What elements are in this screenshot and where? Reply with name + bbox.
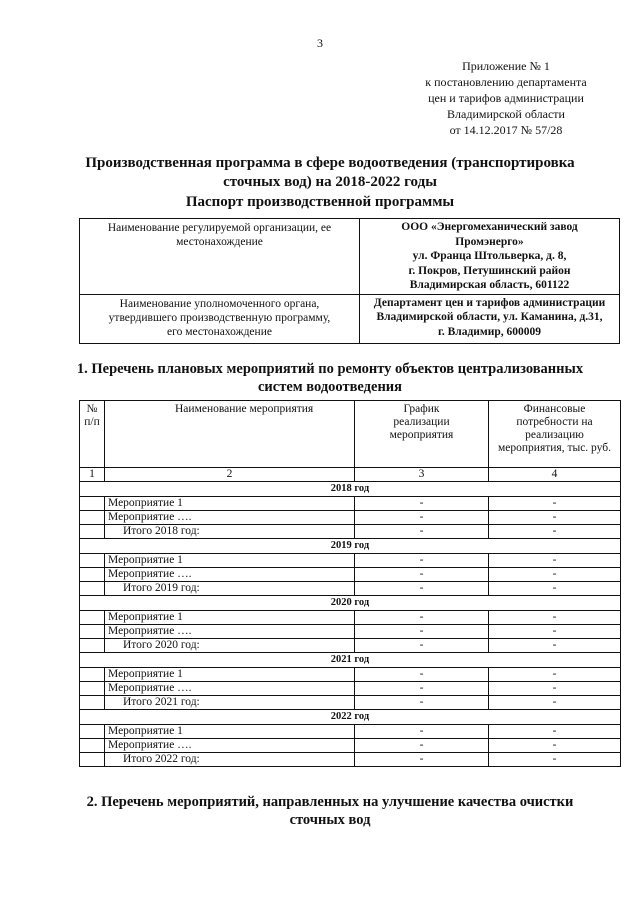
year-label: 2022 год xyxy=(80,710,621,725)
passport-value xyxy=(360,294,620,343)
column-number-row xyxy=(80,468,621,482)
finance-cell: - xyxy=(489,753,621,767)
header-line: реализации xyxy=(393,416,450,428)
heading-line: систем водоотведения xyxy=(257,379,403,395)
year-row xyxy=(80,596,621,611)
title-line: Производственная программа в сфере водоотведения (транспортировка xyxy=(85,155,575,171)
passport-value-line: ул. Франца Штольверка, д. 8, xyxy=(412,250,567,262)
schedule-cell: - xyxy=(355,739,489,753)
passport-label xyxy=(80,219,360,295)
heading-line: 2. Перечень мероприятий, направленных на улучшение качества очистки xyxy=(86,794,574,810)
title-line: сточных вод) на 2018-2022 годы xyxy=(223,174,437,190)
finance-cell: - xyxy=(489,625,621,639)
appendix-line: Приложение № 1 xyxy=(462,59,550,73)
row-num-cell xyxy=(80,611,105,625)
passport-label-line: Наименование уполномоченного органа, xyxy=(119,297,320,310)
header-line: мероприятия xyxy=(389,429,454,441)
schedule-cell: - xyxy=(355,525,489,539)
year-row xyxy=(80,653,621,668)
row-num-cell xyxy=(80,568,105,582)
plan-table xyxy=(79,400,621,767)
activity-name-cell: Мероприятие …. xyxy=(105,625,355,639)
appendix-line: цен и тарифов администрации xyxy=(428,91,584,105)
table-row xyxy=(80,696,621,710)
passport-value-line: Владимирской области, ул. Каманина, д.31, xyxy=(376,311,603,323)
table-row xyxy=(80,639,621,653)
row-num-cell xyxy=(80,625,105,639)
passport-label-line: утвердившего производственную программу, xyxy=(108,311,331,324)
schedule-cell: - xyxy=(355,554,489,568)
appendix-line: от 14.12.2017 № 57/28 xyxy=(449,123,563,137)
activity-name-cell: Мероприятие …. xyxy=(105,682,355,696)
header-schedule xyxy=(355,401,489,468)
table-row xyxy=(80,525,621,539)
row-num-cell xyxy=(80,682,105,696)
passport-value-line: Департамент цен и тарифов администрации xyxy=(373,296,606,309)
document-title xyxy=(70,154,590,192)
header-line: потребности на xyxy=(516,416,593,428)
table-row xyxy=(80,682,621,696)
passport-label-line: его местонахождение xyxy=(167,325,272,338)
row-num-cell xyxy=(80,753,105,767)
total-name-cell: Итого 2022 год: xyxy=(105,753,355,767)
row-num-cell xyxy=(80,554,105,568)
row-num-cell xyxy=(80,639,105,653)
passport-label xyxy=(80,294,360,343)
total-name-cell: Итого 2019 год: xyxy=(105,582,355,596)
row-num-cell xyxy=(80,497,105,511)
schedule-cell: - xyxy=(355,682,489,696)
passport-table xyxy=(79,218,620,344)
appendix-line: к постановлению департамента xyxy=(425,75,587,89)
year-row xyxy=(80,482,621,497)
activity-name-cell: Мероприятие …. xyxy=(105,739,355,753)
finance-cell: - xyxy=(489,511,621,525)
finance-cell: - xyxy=(489,739,621,753)
section1-heading xyxy=(70,360,590,396)
total-name-cell: Итого 2020 год: xyxy=(105,639,355,653)
heading-line: сточных вод xyxy=(289,812,371,828)
table-row xyxy=(80,725,621,739)
passport-label-line: местонахождение xyxy=(176,236,263,248)
passport-value-line: Владимирская область, 601122 xyxy=(409,279,570,291)
schedule-cell: - xyxy=(355,497,489,511)
schedule-cell: - xyxy=(355,639,489,653)
row-num-cell xyxy=(80,668,105,682)
schedule-cell: - xyxy=(355,725,489,739)
row-num-cell xyxy=(80,696,105,710)
finance-cell: - xyxy=(489,696,621,710)
year-row xyxy=(80,710,621,725)
activity-name-cell: Мероприятие 1 xyxy=(105,554,355,568)
activity-name-cell: Мероприятие 1 xyxy=(105,611,355,625)
passport-heading: Паспорт производственной программы xyxy=(185,194,455,210)
passport-value xyxy=(360,219,620,295)
page-number: 3 xyxy=(317,36,323,50)
table-row xyxy=(80,511,621,525)
appendix-line: Владимирской области xyxy=(447,107,565,121)
table-header-row xyxy=(80,401,621,468)
passport-label-line: Наименование регулируемой организации, ее xyxy=(107,222,332,234)
row-num-cell xyxy=(80,582,105,596)
total-name-cell: Итого 2018 год: xyxy=(105,525,355,539)
heading-line: 1. Перечень плановых мероприятий по ремонту объектов централизованных xyxy=(76,361,584,377)
passport-value-line: ООО «Энергомеханический завод xyxy=(401,221,578,233)
activity-name-cell: Мероприятие 1 xyxy=(105,497,355,511)
row-num-cell xyxy=(80,511,105,525)
schedule-cell: - xyxy=(355,611,489,625)
header-line: № xyxy=(86,403,98,415)
row-num-cell xyxy=(80,725,105,739)
schedule-cell: - xyxy=(355,668,489,682)
table-row xyxy=(80,554,621,568)
schedule-cell: - xyxy=(355,511,489,525)
table-row xyxy=(80,668,621,682)
appendix-block xyxy=(384,58,628,138)
header-line: п/п xyxy=(84,416,100,428)
header-line: реализацию xyxy=(525,429,584,441)
table-row xyxy=(80,611,621,625)
passport-value-line: г. Покров, Петушинский район xyxy=(408,264,571,277)
row-num-cell xyxy=(80,525,105,539)
column-number: 2 xyxy=(105,468,355,482)
finance-cell: - xyxy=(489,668,621,682)
year-label: 2018 год xyxy=(80,482,621,497)
table-row xyxy=(80,582,621,596)
activity-name-cell: Мероприятие …. xyxy=(105,511,355,525)
activity-name-cell: Мероприятие 1 xyxy=(105,668,355,682)
passport-value-line: Промэнерго» xyxy=(455,235,524,248)
year-label: 2021 год xyxy=(80,653,621,668)
column-number: 4 xyxy=(489,468,621,482)
finance-cell: - xyxy=(489,554,621,568)
table-row xyxy=(80,739,621,753)
header-line: мероприятия, тыс. руб. xyxy=(498,442,611,454)
total-name-cell: Итого 2021 год: xyxy=(105,696,355,710)
activity-name-cell: Мероприятие 1 xyxy=(105,725,355,739)
finance-cell: - xyxy=(489,568,621,582)
section2-heading xyxy=(70,793,590,829)
finance-cell: - xyxy=(489,611,621,625)
schedule-cell: - xyxy=(355,753,489,767)
schedule-cell: - xyxy=(355,696,489,710)
finance-cell: - xyxy=(489,639,621,653)
header-finance xyxy=(489,401,621,468)
finance-cell: - xyxy=(489,497,621,511)
schedule-cell: - xyxy=(355,568,489,582)
finance-cell: - xyxy=(489,525,621,539)
header-line: Финансовые xyxy=(523,403,586,415)
passport-value-line: г. Владимир, 600009 xyxy=(437,325,542,338)
year-row xyxy=(80,539,621,554)
row-num-cell xyxy=(80,739,105,753)
table-row xyxy=(80,753,621,767)
finance-cell: - xyxy=(489,582,621,596)
year-label: 2019 год xyxy=(80,539,621,554)
year-label: 2020 год xyxy=(80,596,621,611)
column-number: 3 xyxy=(355,468,489,482)
schedule-cell: - xyxy=(355,582,489,596)
header-name: Наименование мероприятия xyxy=(105,401,355,468)
column-number: 1 xyxy=(80,468,105,482)
schedule-cell: - xyxy=(355,625,489,639)
finance-cell: - xyxy=(489,682,621,696)
table-row xyxy=(80,497,621,511)
passport-row xyxy=(80,294,620,343)
header-line: График xyxy=(403,403,440,415)
passport-row xyxy=(80,219,620,295)
table-row xyxy=(80,625,621,639)
activity-name-cell: Мероприятие …. xyxy=(105,568,355,582)
finance-cell: - xyxy=(489,725,621,739)
header-num xyxy=(80,401,105,468)
table-row xyxy=(80,568,621,582)
